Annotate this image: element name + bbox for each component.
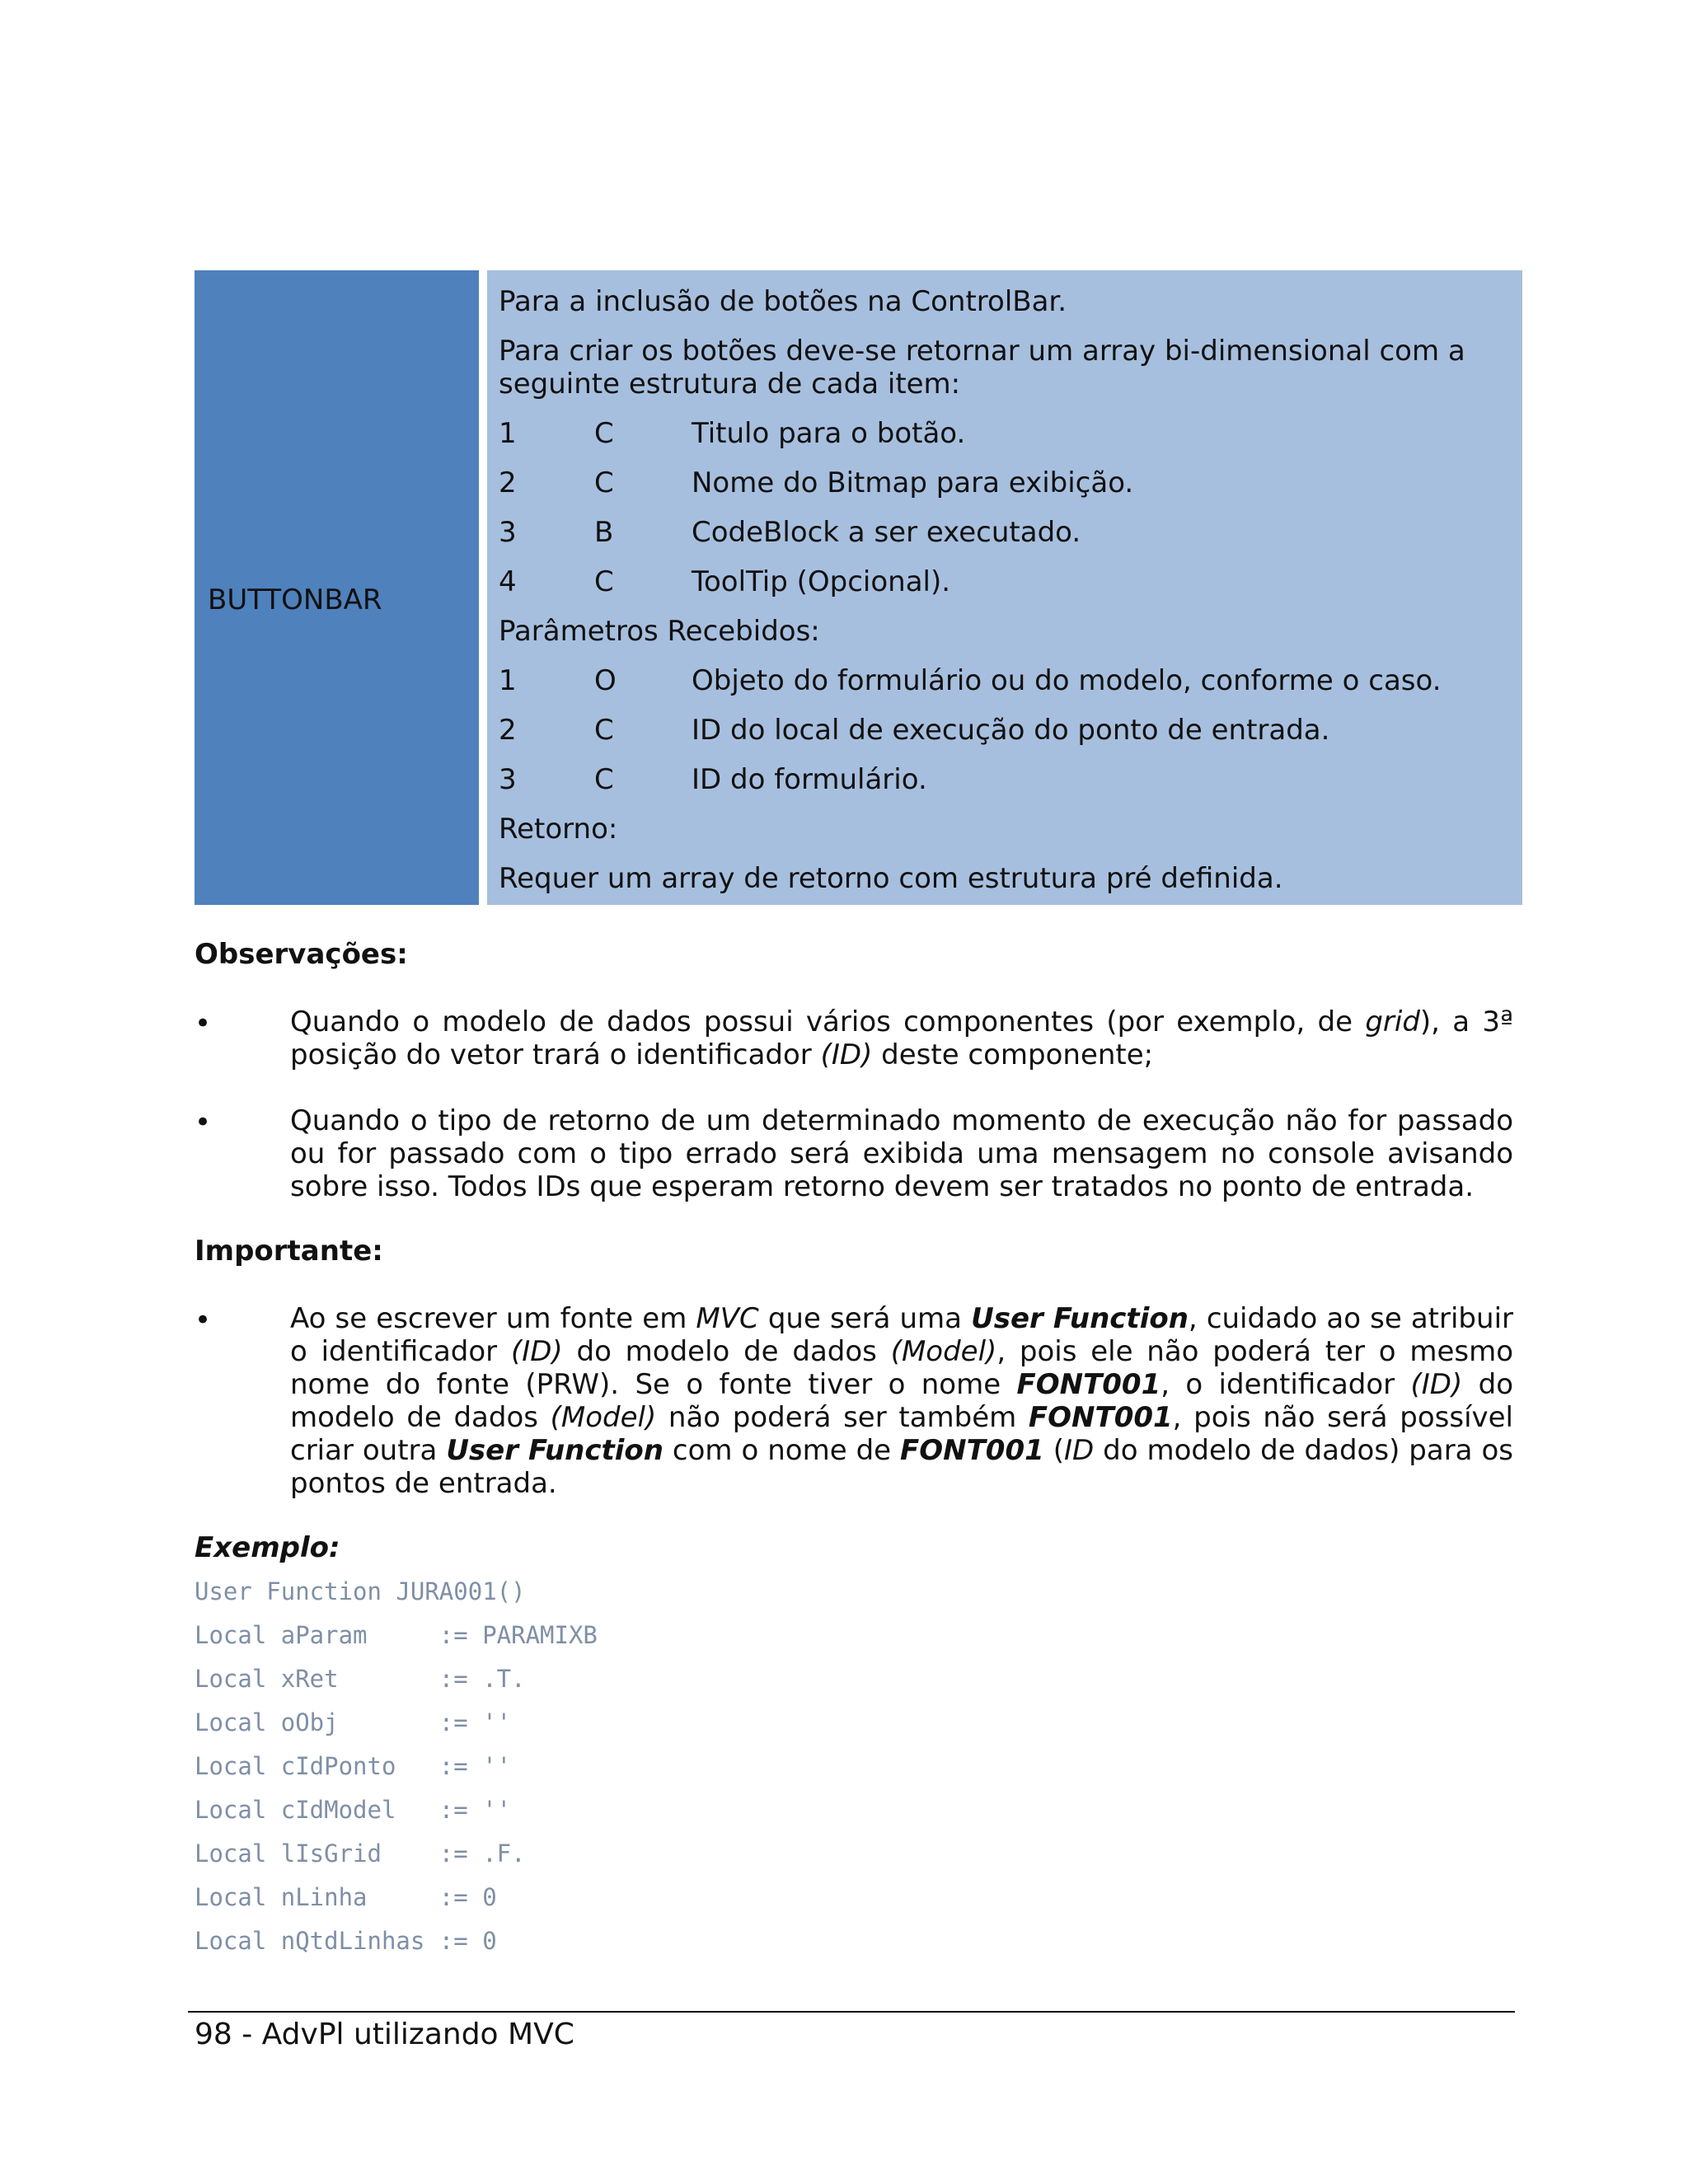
code-line: Local lIsGrid := .F.: [195, 1840, 526, 1868]
item-description: Nome do Bitmap para exibição.: [692, 466, 1134, 499]
exemplo-heading: Exemplo:: [195, 1531, 340, 1564]
param-description: Objeto do formulário ou do modelo, conforme o caso.: [692, 664, 1442, 697]
importante-text: Ao se escrever um fonte em MVC que será uma User Function, cuidado ao se atribuir o identificador (ID) do modelo de dados (Model), pois ele não poderá ter o mesmo nome do fonte (PRW). Se o fonte tiver o nome FONT001, o identificador (ID) do modelo de dados (Model) não poderá ser também FONT001, pois não será possível criar outra User Function com o nome de FONT001 (ID do modelo de dados) para os pontos de entrada.: [290, 1302, 1514, 1500]
param-type: C: [594, 714, 614, 747]
table-label-cell: [195, 270, 479, 905]
code-line: Local aParam := PARAMIXB: [195, 1621, 598, 1649]
item-description: ToolTip (Opcional).: [692, 565, 951, 598]
return-label: Retorno:: [499, 813, 618, 846]
item-type: C: [594, 565, 614, 598]
desc-line: Para criar os botões deve-se retornar um array bi-dimensional com a: [499, 335, 1465, 368]
observacoes-heading: Observações:: [195, 938, 408, 971]
footer-rule: [188, 2011, 1515, 2013]
params-label: Parâmetros Recebidos:: [499, 615, 820, 648]
param-number: 1: [499, 664, 517, 697]
item-type: C: [594, 417, 614, 450]
code-line: Local nQtdLinhas := 0: [195, 1927, 497, 1955]
bullet-icon: •: [195, 1304, 212, 1337]
desc-line: Para a inclusão de botões na ControlBar.: [499, 285, 1067, 318]
table-label: BUTTONBAR: [208, 583, 382, 616]
desc-line: seguinte estrutura de cada item:: [499, 368, 961, 401]
param-description: ID do local de execução do ponto de entrada.: [692, 714, 1330, 747]
code-line: User Function JURA001(): [195, 1577, 526, 1605]
code-line: Local nLinha := 0: [195, 1883, 497, 1911]
table-description-cell: [487, 270, 1522, 905]
param-type: O: [594, 664, 617, 697]
page-footer: 98 - AdvPl utilizando MVC: [195, 2018, 574, 2051]
item-number: 3: [499, 516, 517, 549]
item-description: Titulo para o botão.: [692, 417, 966, 450]
return-text: Requer um array de retorno com estrutura pré definida.: [499, 862, 1283, 895]
param-number: 2: [499, 714, 517, 747]
param-number: 3: [499, 763, 517, 796]
parameter-table: [195, 270, 1522, 905]
code-line: Local cIdPonto := '': [195, 1752, 512, 1780]
item-type: C: [594, 466, 614, 499]
item-number: 4: [499, 565, 517, 598]
code-line: Local cIdModel := '': [195, 1796, 512, 1824]
observacao-2: Quando o tipo de retorno de um determinado momento de execução não for passado ou for passado com o tipo errado será exibida uma mensagem no console avisando sobre isso. Todos IDs que esperam retorno devem ser tratados no ponto de entrada.: [290, 1104, 1513, 1203]
item-description: CodeBlock a ser executado.: [692, 516, 1081, 549]
code-line: Local xRet := .T.: [195, 1665, 526, 1693]
bullet-icon: •: [195, 1106, 212, 1139]
param-description: ID do formulário.: [692, 763, 927, 796]
importante-heading: Importante:: [195, 1235, 383, 1268]
item-type: B: [594, 516, 614, 549]
item-number: 1: [499, 417, 517, 450]
bullet-icon: •: [195, 1007, 212, 1040]
item-number: 2: [499, 466, 517, 499]
observacao-1: Quando o modelo de dados possui vários componentes (por exemplo, de grid), a 3ª posição do vetor trará o identificador (ID) deste componente;: [290, 1005, 1513, 1071]
code-line: Local oObj := '': [195, 1708, 512, 1736]
param-type: C: [594, 763, 614, 796]
